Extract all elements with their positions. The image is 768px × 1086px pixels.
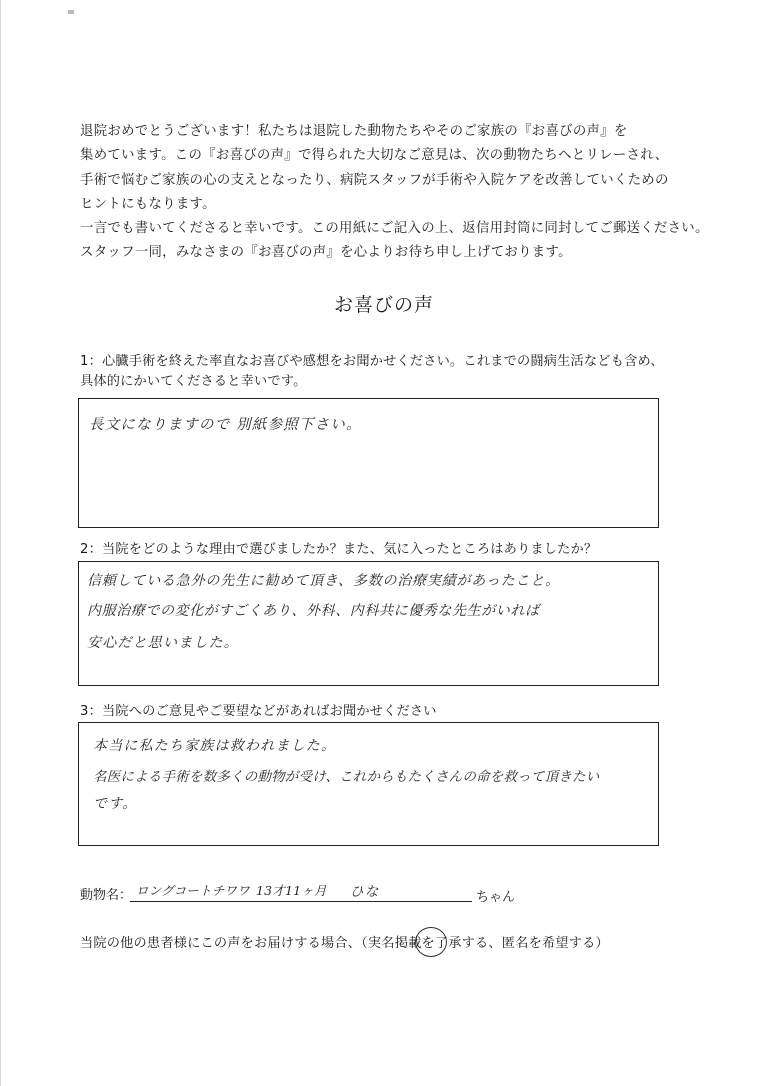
pet-name-row (80, 883, 516, 905)
handwritten-answer-line: 名医による手術を数多くの動物が受け、これからもたくさんの命を救って頂きたい (93, 769, 600, 785)
question-3-prompt (80, 702, 700, 722)
intro-line: 集めています。この『お喜びの声』で得られた大切なご意見は、次の動物たちへとリレーされ、 (80, 148, 669, 164)
intro-line: 退院おめでとうございます！私たちは退院した動物たちやそのご家族の『お喜びの声』を (80, 124, 628, 139)
pet-breed: ロングコートチワワ (136, 883, 250, 898)
question-prompt-line: 3：当院へのご意見やご要望などがあればお聞かせください (80, 704, 437, 719)
consent-statement: 当院の他の患者様にこの声をお届けする場合、（実名掲載を了承する、匿名を希望する） (80, 936, 609, 951)
pet-name-label: 動物名： (80, 888, 133, 903)
scan-speck (68, 10, 74, 14)
handwritten-answer-line: 長文になりますので 別紙参照下さい。 (89, 417, 362, 433)
question-prompt-line: 具体的にかいてくださると幸いです。 (80, 374, 307, 389)
answer-box-1 (78, 398, 659, 528)
question-1-prompt (80, 352, 700, 392)
handwritten-answer-line: です。 (93, 796, 138, 812)
intro-line: 一言でも書いてくださると幸いです。この用紙にご記入の上、返信用封筒に同封してご郵送ください。 (80, 221, 709, 237)
intro-text (80, 120, 709, 266)
answer-box-2 (78, 561, 659, 686)
answer-box-3 (78, 722, 659, 846)
handwritten-answer-line: 本当に私たち家族は救われました。 (93, 738, 337, 754)
question-2-prompt (80, 540, 700, 560)
handwritten-answer-line: 内服治療での変化がすごくあり、外科、内科共に優秀な先生がいれば (87, 603, 540, 619)
pet-name: ひな (350, 884, 380, 900)
pet-name-underline (130, 901, 472, 902)
pet-age: 13才11ヶ月 (256, 883, 327, 898)
consent-choice-circle (415, 927, 447, 957)
scan-edge-left (0, 0, 1, 1086)
intro-line: 手術で悩むご家族の心の支えとなったり、病院スタッフが手術や入院ケアを改善していくための (80, 172, 669, 188)
pet-name-suffix: ちゃん (476, 890, 516, 905)
handwritten-answer-line: 安心だと思いました。 (87, 635, 239, 651)
intro-line: スタッフ一同，みなさまの『お喜びの声』を心よりお待ち申し上げております。 (80, 245, 572, 261)
page-title: お喜びの声 (333, 294, 434, 316)
handwritten-answer-line: 信頼している急外の先生に勧めて頂き、多数の治療実績があったこと。 (87, 573, 560, 589)
question-prompt-line: 2：当院をどのような理由で選びましたか？また、気に入ったところはありましたか？ (80, 542, 598, 557)
intro-line: ヒントにもなります。 (80, 196, 216, 212)
question-prompt-line: 1：心臓手術を終えた率直なお喜びや感想をお聞かせください。これまでの闘病生活なども含め、 (80, 354, 664, 369)
